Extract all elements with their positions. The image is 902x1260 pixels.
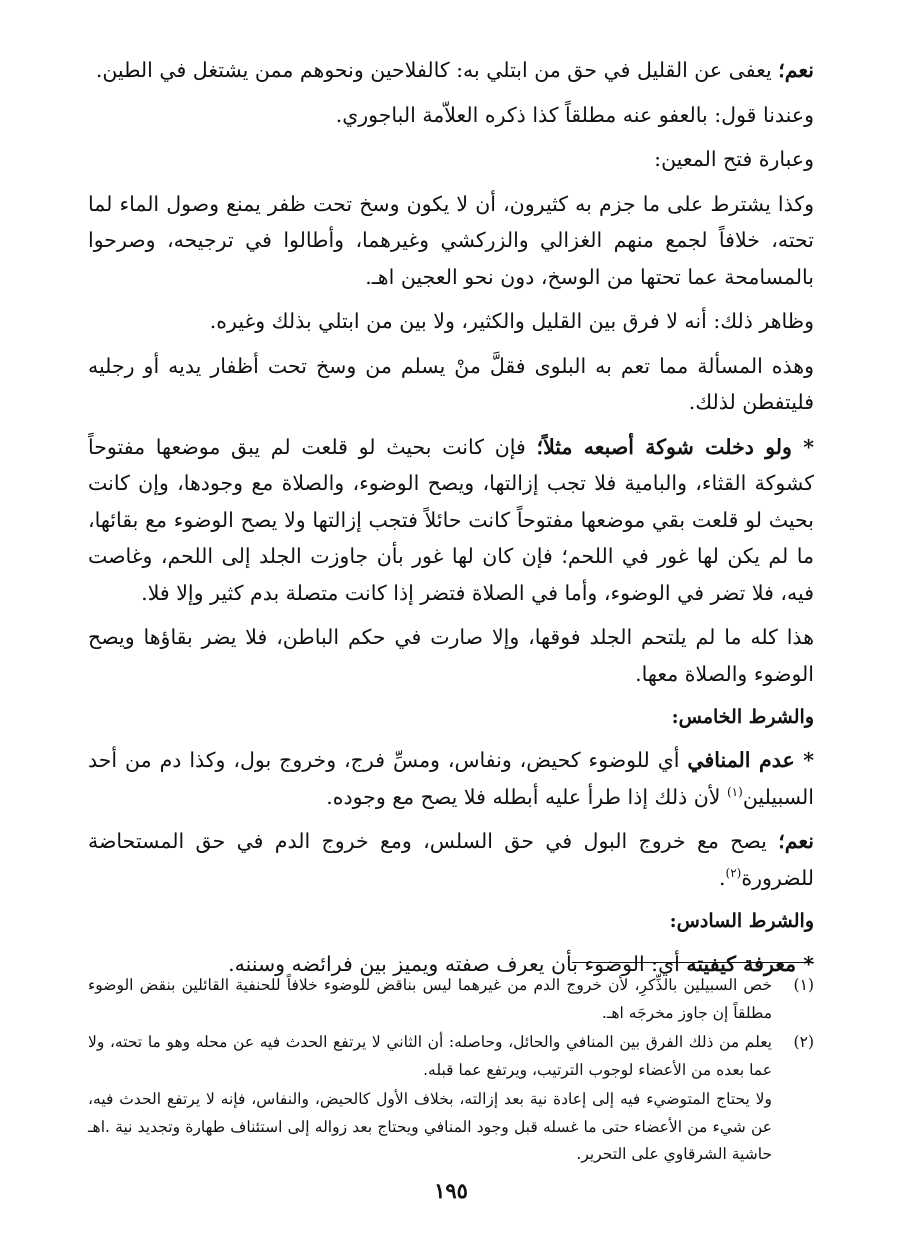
footnote-2 xyxy=(88,1029,814,1084)
exception-five-lead: نعم؛ xyxy=(778,829,814,853)
paragraph-2 xyxy=(88,97,814,134)
paragraph-7 xyxy=(88,429,814,612)
condition-five-text-end: لأن ذلك إذا طرأ عليه أبطله فلا يصح مع وجوده. xyxy=(326,784,727,809)
footnote-2-continuation-row xyxy=(88,1086,814,1169)
condition-six-text: أي: الوضوء بأن يعرف صفته ويميز بين فرائضه وسننه. xyxy=(228,952,687,976)
condition-five-text: أي للوضوء كحيض، ونفاس، ومسِّ فرج، وخروج بول، وكذا دم من أحد السبيلين xyxy=(88,748,814,809)
paragraph-1-text: يعفى عن القليل في حق من ابتلي به: كالفلاحين ونحوهم ممن يشتغل في الطين. xyxy=(95,58,779,82)
condition-six-lead: * معرفة كيفيته xyxy=(686,952,814,976)
footnote-2-continuation-spacer xyxy=(772,1086,814,1169)
paragraph-5 xyxy=(88,303,814,340)
paragraph-6 xyxy=(88,348,814,421)
heading-condition-five: والشرط الخامس: xyxy=(671,706,814,728)
footnote-ref-2[interactable]: (٢) xyxy=(725,865,742,880)
paragraph-8-text: هذا كله ما لم يلتحم الجلد فوقها، وإلا صارت في حكم الباطن، فلا يضر بقاؤها ويصح الوضوء والصلاة معها. xyxy=(88,625,814,686)
exception-five-text: يصح مع خروج البول في حق السلس، ومع خروج الدم في حق المستحاضة للضرورة xyxy=(88,829,814,890)
condition-five-paragraph xyxy=(88,742,814,815)
paragraph-1 xyxy=(88,52,814,89)
paragraph-2-text: وعندنا قول: بالعفو عنه مطلقاً كذا ذكره العلاّمة الباجوري. xyxy=(335,102,814,127)
condition-five-lead: * عدم المنافي xyxy=(687,748,814,772)
footnote-1-text: خص السبيلين بالذِّكرِ، لأن خروج الدم من غيرهما ليس بناقض للوضوء خلافاً للحنفية القائلين بنقض الوضوء مطلقاً إن جاوز مخرجَه اهـ. xyxy=(88,976,772,1022)
paragraph-5-text: وظاهر ذلك: أنه لا فرق بين القليل والكثير، ولا بين من ابتلي بذلك وغيره. xyxy=(209,309,814,333)
paragraph-4-text: وكذا يشترط على ما جزم به كثيرون، أن لا يكون وسخ تحت ظفر يمنع وصول الماء لما تحته، خلافاً لجمع منهم الغزالي والزركشي وغيرهما، وأطالوا في ترجيحه، وصرحوا بالمسامحة عما تحتها من الوسخ، دون نحو العجين اهـ. xyxy=(88,191,814,289)
paragraph-8 xyxy=(88,619,814,692)
footnote-2-continuation: ولا يحتاج المتوضيء فيه إلى إعادة نية بعد إزالته، بخلاف الأول كالحيض، والنفاس، فإنه لا يرتفع الحدث فيه، عن شيء من الأعضاء حتى ما غسله قبل وجود المنافي ويحتاج بعد زواله إلى استئناف طهارة وتجديد نية .اهـ حاشية الشرقاوي على التحرير. xyxy=(88,1090,772,1163)
paragraph-7-lead: * ولو دخلت شوكة أصبعه مثلاً؛ xyxy=(536,434,814,459)
exception-five-text-end: . xyxy=(718,865,726,890)
paragraph-4 xyxy=(88,186,814,296)
paragraph-3 xyxy=(88,141,814,178)
footnote-2-number: (٢) xyxy=(793,1033,814,1051)
footnote-1 xyxy=(88,972,814,1027)
footnote-2-text: يعلم من ذلك الفرق بين المنافي والحائل، وحاصله: أن الثاني لا يرتفع الحدث فيه عن محله وهو ما تحته، ولا عما بعده من الأعضاء لوجوب الترتيب، ويرتفع عما قبله. xyxy=(88,1033,772,1079)
exception-five-paragraph xyxy=(88,823,814,896)
paragraph-6-text: وهذه المسألة مما تعم به البلوى فقلَّ منْ يسلم من وسخ تحت أظفار يديه أو رجليه فليتفطن لذلك. xyxy=(88,353,814,414)
footnote-separator xyxy=(572,962,814,963)
footnote-ref-1[interactable]: (١) xyxy=(726,784,743,799)
footnotes xyxy=(88,972,814,1171)
paragraph-3-text: وعبارة فتح المعين: xyxy=(654,147,814,171)
page-number: ١٩٥ xyxy=(434,1178,468,1203)
paragraph-7-text: فإن كانت بحيث لو قلعت لم يبق موضعها مفتوحاً كشوكة القثاء، والبامية فلا تجب إزالتها، ويصح الوضوء، والصلاة مع وجودها، وإن كانت بحيث لو قلعت بقي موضعها مفتوحاً كانت حائلاً فتجب إزالتها ولا يصح الوضوء مع بقائها، ما لم يكن لها غور في اللحم؛ فإن كان لها غور بأن جاوزت الجلد إلى اللحم، وغاصت فيه، فلا تضر في الوضوء، وأما في الصلاة فتضر إذا كانت متصلة بدم كثير وإلا فلا. xyxy=(88,434,814,605)
heading-condition-six: والشرط السادس: xyxy=(669,910,814,932)
footnote-1-number: (١) xyxy=(793,976,814,994)
main-text xyxy=(88,52,814,991)
paragraph-1-lead: نعم؛ xyxy=(778,58,814,82)
